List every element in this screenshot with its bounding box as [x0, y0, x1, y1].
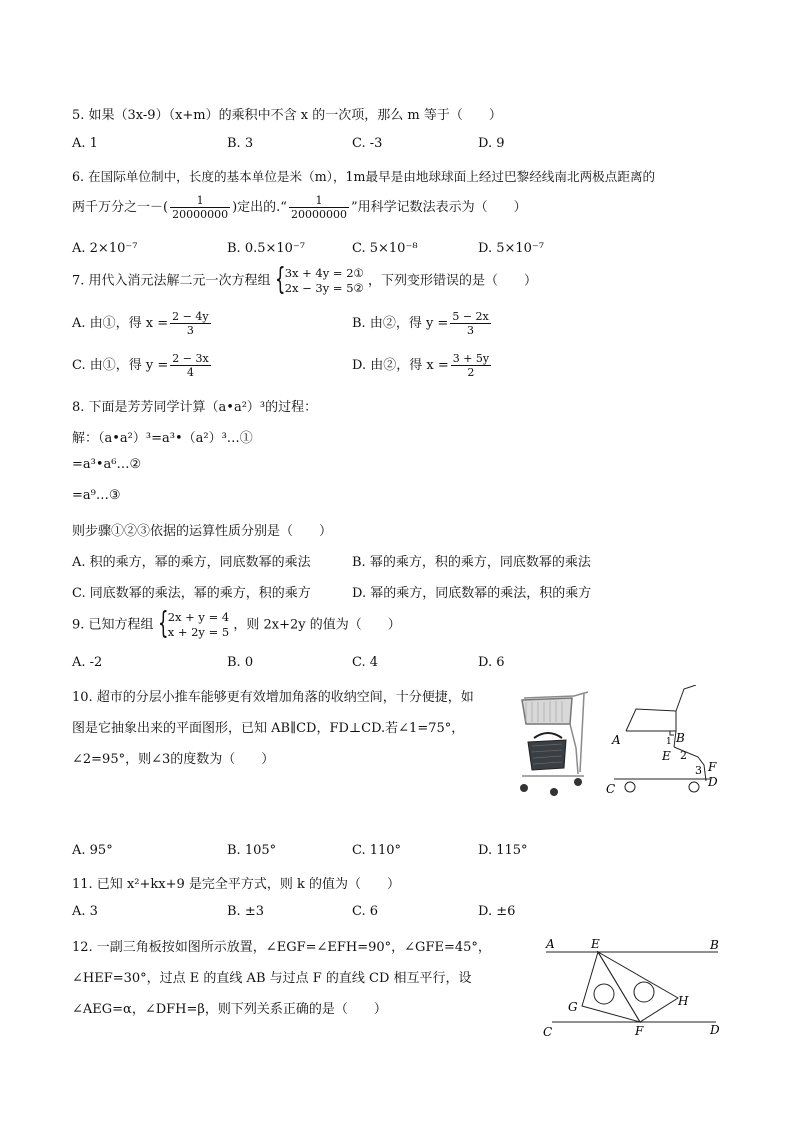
q8-option-d[interactable]: D. 幂的乘方，同底数幂的乘法，积的乘方 [352, 586, 592, 601]
q9-text-a: 9. 已知方程组 [72, 617, 154, 633]
q12-label-F: F [635, 1024, 644, 1038]
q10-figure [604, 685, 724, 797]
q10-label-2: 2 [680, 749, 687, 762]
q7-optD-den: 2 [467, 366, 475, 379]
q7-option-a[interactable] [72, 310, 213, 337]
q10-line2: 图是它抽象出来的平面图形，已知 AB∥CD，FD⊥CD.若∠1=75°， [72, 721, 465, 736]
q5-stem: 5. 如果（3x-9）（x+m）的乘积中不含 x 的一次项，那么 m 等于（ ） [72, 108, 502, 123]
q8-option-c[interactable]: C. 同底数幂的乘法，幂的乘方，积的乘方 [72, 586, 311, 601]
q9-equation-system [157, 606, 230, 641]
q7-option-c[interactable] [72, 352, 213, 379]
q8-step3: =a⁹…③ [72, 488, 121, 503]
q10-option-b[interactable]: B. 105° [227, 843, 277, 858]
q6-frac2-num: 1 [289, 194, 349, 208]
q7-stem [72, 262, 537, 297]
q9-stem [72, 606, 401, 641]
q8-stem: 8. 下面是芳芳同学计算（a•a²）³的过程： [72, 400, 318, 415]
q8-ask: 则步骤①②③依据的运算性质分别是（ ） [72, 524, 333, 539]
q12-line3: ∠AEG=α，∠DFH=β，则下列关系正确的是（ ） [72, 1002, 387, 1017]
q7-text-b: ，下列变形错误的是（ ） [367, 273, 537, 289]
q7-optB-frac [450, 310, 490, 337]
q6-text-b: 定出的.“ [237, 200, 287, 215]
q6-frac2-den: 20000000 [290, 208, 347, 221]
q7-optB-text: B. 由②，得 y = [352, 316, 449, 331]
q7-optA-den: 3 [186, 324, 194, 337]
q10-option-d[interactable]: D. 115° [478, 843, 528, 858]
q6-text-c: ”用科学记数法表示为（ ） [350, 200, 527, 215]
q10-label-E: E [662, 749, 671, 763]
q7-optA-num: 2 − 4y [172, 310, 209, 323]
shopping-cart-photo [514, 688, 596, 800]
q7-optB-num: 5 − 2x [452, 310, 489, 323]
q7-brace-icon: { [274, 262, 286, 297]
q10-line3: ∠2=95°，则∠3的度数为（ ） [72, 752, 275, 767]
q7-optC-num: 2 − 3x [172, 352, 209, 365]
q6-option-d[interactable]: D. 5×10⁻⁷ [478, 241, 545, 256]
q9-option-d[interactable]: D. 6 [478, 655, 505, 670]
q6-option-b[interactable]: B. 0.5×10⁻⁷ [227, 241, 305, 256]
q9-option-b[interactable]: B. 0 [227, 655, 254, 670]
q11-option-c[interactable]: C. 6 [352, 904, 379, 919]
q12-label-B: B [710, 938, 719, 952]
q7-optC-text: C. 由①，得 y = [72, 358, 169, 373]
q8-step1: 解：（a•a²）³=a³•（a²）³…① [72, 431, 253, 446]
q7-optA-frac [170, 310, 210, 337]
q10-label-B: B [676, 731, 685, 745]
q6-option-c[interactable]: C. 5×10⁻⁸ [352, 241, 418, 256]
q7-text-a: 7. 用代入消元法解二元一次方程组 [72, 273, 271, 289]
q8-option-b[interactable]: B. 幂的乘方，积的乘方，同底数幂的乘法 [352, 555, 591, 570]
q6-frac1-den: 20000000 [172, 208, 229, 221]
q10-label-A: A [612, 733, 621, 747]
q11-option-b[interactable]: B. ±3 [227, 904, 264, 919]
q10-option-a[interactable]: A. 95° [72, 843, 113, 858]
q9-brace-icon: { [157, 606, 169, 641]
q9-option-c[interactable]: C. 4 [352, 655, 379, 670]
q5-option-d[interactable]: D. 9 [478, 136, 505, 151]
q10-label-C: C [606, 782, 616, 796]
q5-option-a[interactable]: A. 1 [72, 136, 98, 151]
q9-option-a[interactable]: A. -2 [72, 655, 103, 670]
q10-label-D: D [708, 775, 718, 789]
q7-optB-den: 3 [467, 324, 475, 337]
q6-fraction-1 [170, 194, 230, 221]
q7-optC-den: 4 [186, 366, 194, 379]
q7-optD-num: 3 + 5y [452, 352, 490, 365]
q6-text-a: 两千万分之一 [72, 200, 151, 215]
q7-eq1: 3x + 4y = 2① [284, 266, 364, 280]
q9-text-b: ，则 2x+2y 的值为（ ） [233, 617, 401, 633]
q12-figure [538, 934, 728, 1042]
q11-option-a[interactable]: A. 3 [72, 904, 98, 919]
q7-optC-frac [170, 352, 210, 379]
q10-option-c[interactable]: C. 110° [352, 843, 402, 858]
q12-label-A: A [546, 937, 555, 951]
q8-option-a[interactable]: A. 积的乘方，幂的乘方，同底数幂的乘法 [72, 555, 311, 570]
q12-label-C: C [543, 1025, 553, 1039]
q11-stem: 11. 已知 x²+kx+9 是完全平方式，则 k 的值为（ ） [72, 877, 401, 892]
q10-label-F: F [708, 760, 717, 774]
q12-label-D: D [710, 1023, 720, 1037]
q12-label-G: G [568, 1000, 578, 1014]
q6-frac1-num: 1 [170, 194, 230, 208]
q12-label-E: E [591, 937, 600, 951]
q5-option-c[interactable]: C. -3 [352, 136, 383, 151]
q10-label-3: 3 [695, 764, 702, 777]
q6-option-a[interactable]: A. 2×10⁻⁷ [72, 241, 138, 256]
q5-option-b[interactable]: B. 3 [227, 136, 254, 151]
q7-optA-text: A. 由①，得 x = [72, 316, 169, 331]
q7-option-b[interactable] [352, 310, 493, 337]
q10-label-1: 1 [666, 737, 672, 747]
q12-line2: ∠HEF=30°，过点 E 的直线 AB 与过点 F 的直线 CD 相互平行，设 [72, 971, 472, 986]
q7-optD-text: D. 由②，得 x = [352, 358, 449, 373]
q12-line1: 12. 一副三角板按如图所示放置，∠EGF=∠EFH=90°，∠GFE=45°， [72, 940, 491, 955]
q10-line1: 10. 超市的分层小推车能够更有效增加角落的收纳空间，十分便捷，如 [72, 690, 474, 705]
q8-step2: =a³•a⁶…② [72, 457, 142, 472]
q9-eq2: x + 2y = 5 [167, 625, 230, 639]
q7-option-d[interactable] [352, 352, 493, 379]
q12-label-H: H [678, 994, 689, 1008]
q9-eq1: 2x + y = 4 [167, 610, 230, 624]
q6-fraction-2 [289, 194, 349, 221]
q7-eq2: 2x − 3y = 5② [284, 281, 364, 295]
q6-stem-line2: 两千万分之一－( $\frac{1}{20000000}$ )定出的.“ $\frac{1}{20000000}$ ”用科学记数法表示为（ ） [72, 194, 527, 221]
q6-stem-line1: 6. 在国际单位制中，长度的基本单位是米（m），1m最早是由地球球面上经过巴黎经线南北两极点距离的 [72, 169, 656, 184]
q7-optD-frac [451, 352, 491, 379]
q11-option-d[interactable]: D. ±6 [478, 904, 516, 919]
q7-equation-system [274, 262, 364, 297]
